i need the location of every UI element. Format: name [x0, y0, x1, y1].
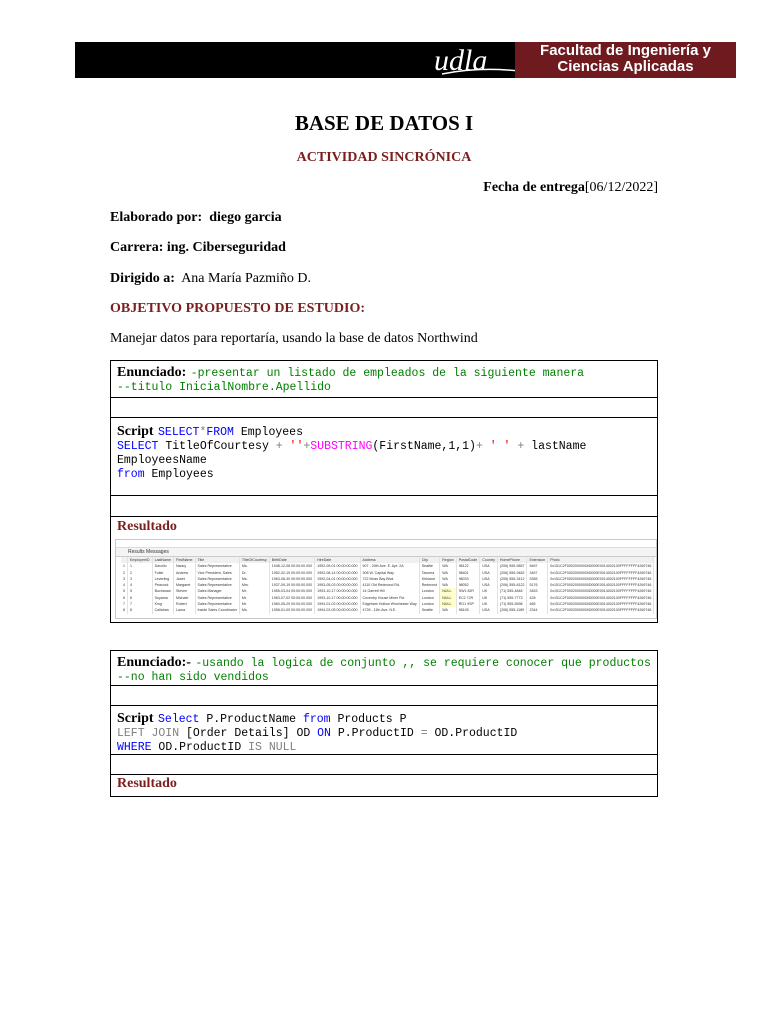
code-operator: +	[275, 440, 283, 453]
grid-header-cell: Region	[440, 557, 456, 563]
grid-cell: USA	[480, 570, 498, 576]
grid-header-cell: LastName	[152, 557, 173, 563]
grid-cell: 14 Garrett Hill	[360, 588, 419, 594]
grid-cell: Redmond	[419, 582, 440, 588]
grid-cell: Leverling	[152, 576, 173, 582]
code-keyword: FROM	[206, 426, 234, 439]
grid-cell: Coventry House Miner Rd.	[360, 595, 419, 601]
grid-header-cell: Title	[195, 557, 239, 563]
enunciado-line-2: --no han sido vendidos	[117, 671, 269, 684]
code-text: Employees	[144, 468, 214, 481]
due-date-value: [06/12/2022]	[584, 180, 658, 195]
grid-cell: 1993-10-17 00:00:00.000	[315, 595, 360, 601]
grid-cell: 1958-01-09 00:00:00.000	[269, 607, 314, 613]
header-banner	[75, 42, 736, 78]
addressee-label: Dirigido a:	[110, 271, 175, 286]
grid-cell: 1993-05-03 00:00:00.000	[315, 582, 360, 588]
code-keyword: IS NULL	[248, 741, 297, 754]
grid-cell: Dr.	[239, 570, 269, 576]
grid-cell: 4110 Old Redmond Rd.	[360, 582, 419, 588]
code-text: Products P	[330, 713, 407, 726]
grid-cell: Mrs.	[239, 582, 269, 588]
grid-cell: 0x151C2F00020000000D000E0014002100FFFFFFFF4269746	[548, 601, 654, 607]
grid-cell: USA	[480, 582, 498, 588]
grid-cell: 4	[121, 582, 128, 588]
grid-header-cell: Address	[360, 557, 419, 563]
grid-cell: 1963-08-30 00:00:00.000	[269, 576, 314, 582]
code-keyword: WHERE	[117, 741, 152, 754]
document-subtitle: ACTIVIDAD SINCRÓNICA	[296, 150, 472, 165]
grid-header-cell: Photo	[548, 557, 654, 563]
career-label: Carrera:	[110, 240, 164, 255]
grid-cell: London	[419, 601, 440, 607]
grid-cell: Inside Sales Coordinator	[195, 607, 239, 613]
table-row	[121, 563, 654, 569]
grid-cell: London	[419, 588, 440, 594]
grid-cell: WA	[440, 570, 456, 576]
grid-cell: Ms.	[239, 563, 269, 569]
grid-cell: (71) 555-5598	[497, 601, 527, 607]
objective-text: Manejar datos para reportaría, usando la base de datos Northwind	[110, 331, 478, 346]
grid-cell: NULL	[440, 595, 456, 601]
table-row	[121, 570, 654, 576]
grid-cell: Sales Representative	[195, 582, 239, 588]
results-tabs: Results Messages	[116, 548, 656, 557]
grid-cell: Sales Representative	[195, 595, 239, 601]
grid-cell: 1992-08-14 00:00:00.000	[315, 570, 360, 576]
resultado-label: Resultado	[117, 519, 177, 534]
grid-cell: EC2 7JR	[456, 595, 480, 601]
grid-cell: 1993-10-17 00:00:00.000	[315, 588, 360, 594]
code-keyword: SELECT	[117, 440, 159, 453]
grid-cell: 6	[128, 595, 153, 601]
exercise-1-result	[111, 517, 657, 622]
code-operator: +	[475, 440, 483, 453]
grid-cell: 4	[128, 582, 153, 588]
grid-cell: 1992-05-01 00:00:00.000	[315, 563, 360, 569]
grid-cell: Robert	[173, 601, 195, 607]
grid-cell: 1955-03-04 00:00:00.000	[269, 588, 314, 594]
grid-cell: Vice President, Sales	[195, 570, 239, 576]
grid-cell: 98052	[456, 582, 480, 588]
grid-cell: (71) 555-7773	[497, 595, 527, 601]
grid-cell: 6	[121, 595, 128, 601]
exercise-2-table	[110, 650, 658, 797]
author-label: Elaborado por:	[110, 210, 203, 225]
code-keyword: SELECT	[158, 426, 200, 439]
grid-cell: Michael	[173, 595, 195, 601]
grid-cell: 5467	[527, 563, 548, 569]
grid-cell: 1994-03-05 00:00:00.000	[315, 607, 360, 613]
grid-cell: 1	[121, 563, 128, 569]
grid-cell: 3355	[527, 576, 548, 582]
grid-cell: 0x151C2F00020000000D000E0014002100FFFFFFFF4269746	[548, 588, 654, 594]
code-keyword: ON	[317, 727, 331, 740]
resultado-label: Resultado	[117, 776, 177, 791]
code-line-3: EmployeesName	[117, 454, 207, 467]
grid-header-cell: FirstName	[173, 557, 195, 563]
grid-cell: Buchanan	[152, 588, 173, 594]
code-text: lastName	[524, 440, 587, 453]
code-text: (FirstName,1,1)	[372, 440, 476, 453]
grid-cell: 1963-07-02 00:00:00.000	[269, 595, 314, 601]
grid-cell: Janet	[173, 576, 195, 582]
code-keyword: from	[302, 713, 331, 726]
grid-cell: WA	[440, 607, 456, 613]
grid-cell: 0x151C2F00020000000D000E0014002100FFFFFFFF4269746	[548, 570, 654, 576]
grid-header-cell: BirthDate	[269, 557, 314, 563]
spacer-row	[111, 398, 657, 418]
grid-header-cell: Country	[480, 557, 498, 563]
grid-header-cell: HomePhone	[497, 557, 527, 563]
objective-heading: OBJETIVO PROPUESTO DE ESTUDIO:	[110, 301, 366, 316]
grid-cell: NULL	[440, 588, 456, 594]
code-operator: *	[199, 426, 207, 439]
grid-cell: 1960-05-29 00:00:00.000	[269, 601, 314, 607]
faculty-line-1: Facultad de Ingeniería y	[540, 42, 711, 59]
grid-cell: 4726 - 11th Ave. N.E.	[360, 607, 419, 613]
grid-cell: Sales Representative	[195, 563, 239, 569]
grid-cell: 2	[121, 570, 128, 576]
code-text: P.ProductID	[330, 727, 421, 740]
grid-cell: 3453	[527, 588, 548, 594]
query-results-screenshot	[115, 539, 657, 619]
grid-cell: 507 - 20th Ave. E. Apt. 2A	[360, 563, 419, 569]
grid-cell: Ms.	[239, 576, 269, 582]
grid-cell: 8	[128, 607, 153, 613]
svg-text:udla: udla	[434, 44, 488, 76]
grid-cell: 722 Moss Bay Blvd.	[360, 576, 419, 582]
grid-cell: 5176	[527, 582, 548, 588]
code-function: SUBSTRING	[310, 440, 373, 453]
grid-cell: Davolio	[152, 563, 173, 569]
addressee-line	[110, 271, 311, 287]
grid-cell: 1	[128, 563, 153, 569]
grid-cell: (206) 555-9857	[497, 563, 527, 569]
grid-cell: UK	[480, 595, 498, 601]
enunciado-label: Enunciado:	[117, 365, 187, 380]
results-grid	[121, 557, 654, 614]
grid-cell: 3457	[527, 570, 548, 576]
grid-cell: (206) 555-9482	[497, 570, 527, 576]
grid-cell: 98033	[456, 576, 480, 582]
grid-cell: 7	[121, 601, 128, 607]
grid-cell: Seattle	[419, 607, 440, 613]
grid-cell: NULL	[440, 601, 456, 607]
grid-cell: WA	[440, 576, 456, 582]
grid-cell: 465	[527, 601, 548, 607]
grid-cell: 5	[128, 588, 153, 594]
code-keyword: Select	[158, 713, 200, 726]
grid-cell: USA	[480, 576, 498, 582]
grid-cell: USA	[480, 607, 498, 613]
due-date-label: Fecha de entrega	[483, 180, 585, 195]
grid-cell: Margaret	[173, 582, 195, 588]
grid-cell: UK	[480, 588, 498, 594]
grid-header-cell: Extension	[527, 557, 548, 563]
code-string: ''	[282, 440, 304, 453]
grid-header-cell: City	[419, 557, 440, 563]
career-line	[110, 240, 286, 256]
grid-cell: (71) 555-4848	[497, 588, 527, 594]
script-label: Script	[117, 711, 154, 726]
grid-cell: WA	[440, 582, 456, 588]
grid-cell: 0x151C2F00020000000D000E0014002100FFFFFFFF4269746	[548, 576, 654, 582]
grid-cell: (206) 555-1189	[497, 607, 527, 613]
grid-cell: Kirkland	[419, 576, 440, 582]
grid-cell: 0x151C2F00020000000D000E0014002100FFFFFFFF4269746	[548, 582, 654, 588]
exercise-1-script	[111, 418, 657, 496]
code-line-2	[117, 440, 651, 454]
code-keyword: LEFT JOIN	[117, 727, 180, 740]
grid-cell: Mr.	[239, 601, 269, 607]
grid-cell: Tacoma	[419, 570, 440, 576]
script-label: Script	[117, 424, 154, 439]
code-line-2	[117, 727, 651, 741]
code-text: [Order Details] OD	[179, 727, 318, 740]
grid-cell: London	[419, 595, 440, 601]
code-text: OD.ProductID	[151, 741, 249, 754]
grid-cell: 3	[128, 576, 153, 582]
author-line	[110, 210, 282, 226]
grid-cell: Callahan	[152, 607, 173, 613]
grid-cell: Sales Manager	[195, 588, 239, 594]
grid-cell: Sales Representative	[195, 601, 239, 607]
grid-cell: 1994-01-02 00:00:00.000	[315, 601, 360, 607]
enunciado-label: Enunciado:-	[117, 655, 191, 670]
exercise-2-script	[111, 706, 657, 755]
exercise-2-enunciado	[111, 651, 657, 686]
grid-cell: 7	[128, 601, 153, 607]
grid-cell: Sales Representative	[195, 576, 239, 582]
grid-cell: 908 W. Capital Way	[360, 570, 419, 576]
table-row	[121, 607, 654, 613]
due-date	[483, 180, 658, 196]
grid-cell: 0x151C2F00020000000D000E0014002100FFFFFFFF4269746	[548, 563, 654, 569]
code-line-4	[117, 468, 651, 482]
author-value: diego garcia	[209, 210, 282, 225]
code-text: P.ProductName	[199, 713, 303, 726]
grid-header-cell: EmployeeID	[128, 557, 153, 563]
enunciado-line-1: -presentar un listado de empleados de la siguiente manera	[190, 367, 585, 380]
enunciado-line-1: -usando la logica de conjunto ,, se requiere conocer que productos	[195, 657, 651, 670]
career-value: ing. Ciberseguridad	[166, 240, 286, 255]
grid-cell: 98401	[456, 570, 480, 576]
grid-header-cell: HireDate	[315, 557, 360, 563]
grid-cell: 2344	[527, 607, 548, 613]
faculty-box	[515, 42, 736, 78]
grid-cell: 2	[128, 570, 153, 576]
code-text: TitleOfCourtesy	[158, 440, 276, 453]
grid-cell: 1948-12-08 00:00:00.000	[269, 563, 314, 569]
spacer-row	[111, 755, 657, 775]
grid-cell: Nancy	[173, 563, 195, 569]
grid-cell: Mr.	[239, 595, 269, 601]
grid-cell: 8	[121, 607, 128, 613]
grid-cell: 428	[527, 595, 548, 601]
spacer-row	[111, 496, 657, 517]
grid-cell: 5	[121, 588, 128, 594]
grid-cell: Steven	[173, 588, 195, 594]
code-operator: +	[303, 440, 311, 453]
grid-cell: Suyama	[152, 595, 173, 601]
code-text: OD.ProductID	[427, 727, 518, 740]
code-keyword: from	[117, 468, 145, 481]
enunciado-line-2: --titulo InicialNombre.Apellido	[117, 381, 331, 394]
grid-cell: 98122	[456, 563, 480, 569]
grid-cell: Mr.	[239, 588, 269, 594]
grid-cell: Fuller	[152, 570, 173, 576]
spacer-row	[111, 686, 657, 706]
code-operator: +	[517, 440, 525, 453]
grid-cell: Andrew	[173, 570, 195, 576]
exercise-1-table	[110, 360, 658, 623]
grid-header-cell: PostalCode	[456, 557, 480, 563]
addressee-value: Ana María Pazmiño D.	[181, 271, 312, 286]
grid-cell: 0x151C2F00020000000D000E0014002100FFFFFFFF4269746	[548, 595, 654, 601]
grid-cell: 3	[121, 576, 128, 582]
exercise-2-result	[111, 775, 657, 796]
grid-cell: Edgeham Hollow Winchester Way	[360, 601, 419, 607]
code-operator: =	[420, 727, 428, 740]
query-text-strip	[116, 540, 656, 548]
exercise-1-enunciado	[111, 361, 657, 398]
code-string: ' '	[482, 440, 518, 453]
grid-cell: Ms.	[239, 607, 269, 613]
grid-cell: 98105	[456, 607, 480, 613]
document-title: BASE DE DATOS I	[294, 111, 474, 135]
grid-cell: Seattle	[419, 563, 440, 569]
grid-cell: Laura	[173, 607, 195, 613]
code-line-3	[117, 741, 651, 755]
grid-cell: SW1 8JR	[456, 588, 480, 594]
grid-cell: Peacock	[152, 582, 173, 588]
grid-cell: 1937-09-19 00:00:00.000	[269, 582, 314, 588]
grid-cell: (206) 555-8122	[497, 582, 527, 588]
grid-cell: 1992-04-01 00:00:00.000	[315, 576, 360, 582]
faculty-line-2: Ciencias Aplicadas	[557, 58, 694, 75]
grid-cell: 1952-02-19 00:00:00.000	[269, 570, 314, 576]
grid-cell: 0x151C2F00020000000D000E0014002100FFFFFFFF4269746	[548, 607, 654, 613]
code-text: Employees	[233, 426, 303, 439]
grid-cell: UK	[480, 601, 498, 607]
grid-header-cell: TitleOfCourtesy	[239, 557, 269, 563]
grid-cell: WA	[440, 563, 456, 569]
grid-cell: RG1 9SP	[456, 601, 480, 607]
grid-cell: (206) 555-3412	[497, 576, 527, 582]
grid-cell: USA	[480, 563, 498, 569]
grid-cell: King	[152, 601, 173, 607]
